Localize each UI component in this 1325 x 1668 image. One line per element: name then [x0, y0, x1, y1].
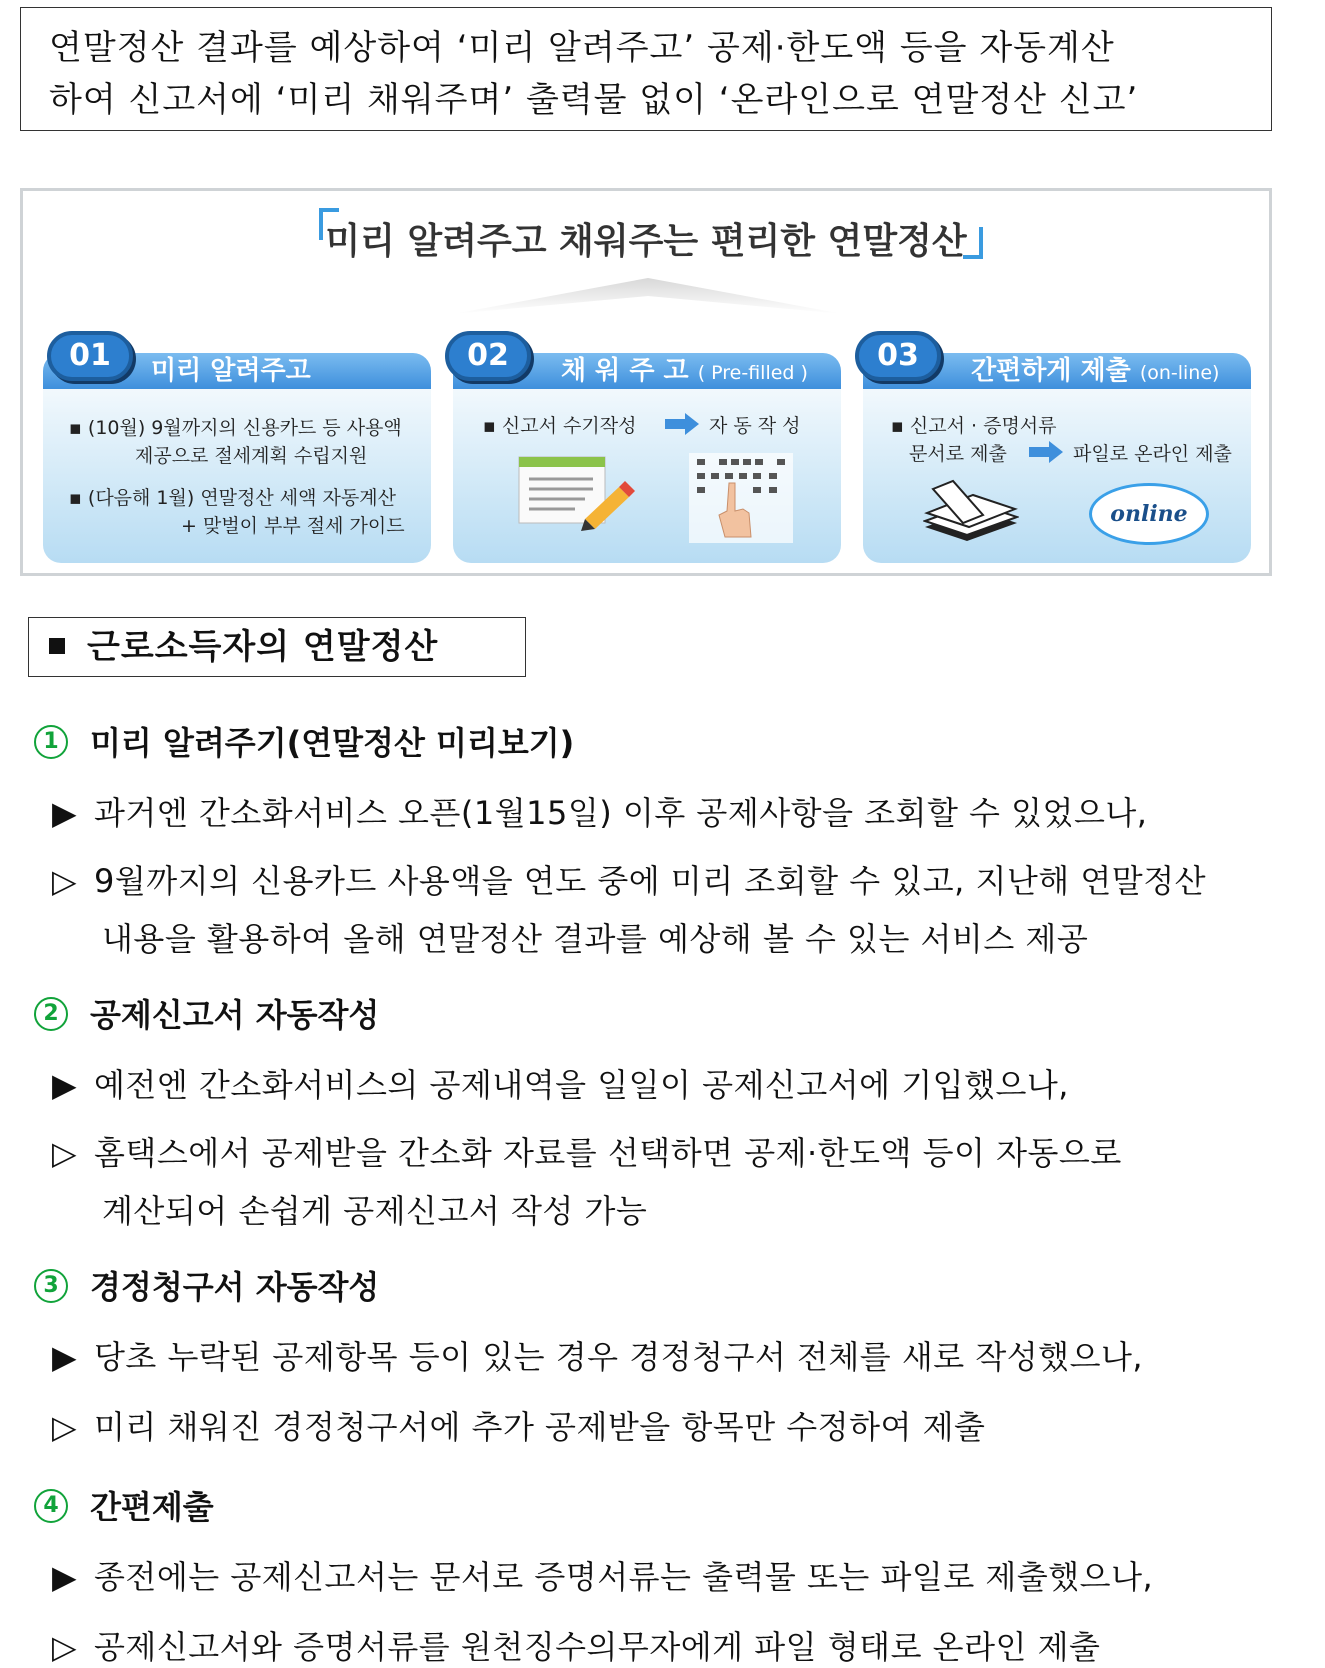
- card-1-line-3: ▪ (다음해 1월) 연말정산 세액 자동계산: [69, 487, 396, 509]
- online-icon: online: [1089, 483, 1209, 545]
- filled-triangle-icon: ▶: [52, 794, 78, 832]
- item-2-number: 2: [34, 997, 68, 1031]
- outline-triangle-icon: ▷: [52, 862, 78, 900]
- card-2: [453, 353, 841, 563]
- card-3-title: 간편하게 제출: [971, 356, 1131, 386]
- card-1-line-1: ▪ (10월) 9월까지의 신용카드 등 사용액: [69, 417, 402, 439]
- filled-triangle-icon: ▶: [52, 1338, 78, 1376]
- card-3-line-1: ▪ 신고서 · 증명서류: [891, 415, 1057, 437]
- item-1-before: [52, 788, 1147, 834]
- item-4-after: [52, 1622, 1100, 1668]
- arrow-right-icon: [665, 413, 699, 435]
- item-2-heading-text: 공제신고서 자동작성: [90, 996, 380, 1034]
- item-3-after: [52, 1402, 985, 1448]
- item-2-heading: [34, 990, 379, 1036]
- item-1-before-text: 과거엔 간소화서비스 오픈(1월15일) 이후 공제사항을 조회할 수 있었으나,: [94, 794, 1148, 832]
- divider-wedge-icon: [453, 276, 843, 316]
- filled-triangle-icon: ▶: [52, 1066, 78, 1104]
- item-4-heading-text: 간편제출: [90, 1488, 214, 1526]
- infographic-panel: [20, 188, 1272, 576]
- card-2-title: 채 워 주 고: [561, 356, 689, 386]
- item-3-before: [52, 1332, 1143, 1378]
- card-3-number-badge: 03: [855, 331, 941, 381]
- item-2-before: [52, 1060, 1069, 1106]
- item-4-after-text: 공제신고서와 증명서류를 원천징수의무자에게 파일 형태로 온라인 제출: [94, 1628, 1101, 1666]
- card-1-title: 미리 알려주고: [151, 356, 311, 386]
- card-3-line-3: 파일로 온라인 제출: [1073, 443, 1232, 465]
- filled-triangle-icon: ▶: [52, 1558, 78, 1596]
- item-4-heading: [34, 1482, 214, 1528]
- paper-stack-icon: [923, 479, 1019, 545]
- item-1-after: [52, 856, 1206, 902]
- card-3-line-2: 문서로 제출: [909, 443, 1007, 465]
- item-1-number: 1: [34, 725, 68, 759]
- card-1-number-badge: 01: [47, 331, 133, 381]
- outline-triangle-icon: ▷: [52, 1628, 78, 1666]
- item-4-before-text: 종전에는 공제신고서는 문서로 증명서류는 출력물 또는 파일로 제출했으나,: [94, 1558, 1154, 1596]
- item-4-before: [52, 1552, 1153, 1598]
- summary-box: [20, 7, 1272, 131]
- square-bullet-icon: [49, 638, 65, 654]
- item-3-heading: [34, 1262, 379, 1308]
- item-1-heading-text: 미리 알려주기(연말정산 미리보기): [90, 724, 575, 762]
- outline-triangle-icon: ▷: [52, 1408, 78, 1446]
- card-3: [863, 353, 1251, 563]
- item-3-after-text: 미리 채워진 경정청구서에 추가 공제받을 항목만 수정하여 제출: [94, 1408, 986, 1446]
- outline-triangle-icon: ▷: [52, 1134, 78, 1172]
- item-2-before-text: 예전엔 간소화서비스의 공제내역을 일일이 공제신고서에 기입했으나,: [94, 1066, 1069, 1104]
- card-1-line-2: 제공으로 절세계획 수립지원: [135, 445, 368, 467]
- arrow-right-icon: [1029, 441, 1063, 463]
- card-3-subtitle: (on-line): [1139, 362, 1220, 384]
- card-2-number-badge: 02: [445, 331, 531, 381]
- document-pencil-icon: [515, 453, 635, 533]
- item-3-before-text: 당초 누락된 공제항목 등이 있는 경우 경정청구서 전체를 새로 작성했으나,: [94, 1338, 1144, 1376]
- item-1-heading: [34, 718, 574, 764]
- summary-line-1: 연말정산 결과를 예상하여 ‘미리 알려주고’ 공제·한도액 등을 자동계산: [49, 28, 1115, 68]
- item-1-after-text: 9월까지의 신용카드 사용액을 연도 중에 미리 조회할 수 있고, 지난해 연말정산: [94, 862, 1207, 900]
- summary-line-2: 하여 신고서에 ‘미리 채워주며’ 출력물 없이 ‘온라인으로 연말정산 신고’: [49, 80, 1139, 120]
- item-4-number: 4: [34, 1489, 68, 1523]
- section-title-box: [28, 617, 526, 677]
- infographic-title: 미리 알려주고 채워주는 편리한 연말정산: [325, 221, 967, 262]
- keypad-touch-icon: [689, 453, 793, 543]
- item-2-after-cont: 계산되어 손쉽게 공제신고서 작성 가능: [102, 1192, 648, 1230]
- card-2-line-1: ▪ 신고서 수기작성: [483, 415, 637, 437]
- section-title: 근로소득자의 연말정산: [87, 627, 439, 667]
- item-3-heading-text: 경정청구서 자동작성: [90, 1268, 380, 1306]
- card-1-line-4: + 맞벌이 부부 절세 가이드: [181, 515, 405, 537]
- card-2-subtitle: ( Pre-filled ): [697, 362, 808, 384]
- card-2-line-2: 자 동 작 성: [709, 415, 801, 437]
- item-1-after-cont: 내용을 활용하여 올해 연말정산 결과를 예상해 볼 수 있는 서비스 제공: [102, 920, 1089, 958]
- item-2-after: [52, 1128, 1122, 1174]
- item-3-number: 3: [34, 1269, 68, 1303]
- item-2-after-text: 홈택스에서 공제받을 간소화 자료를 선택하면 공제·한도액 등이 자동으로: [94, 1134, 1122, 1172]
- card-1: [43, 353, 431, 563]
